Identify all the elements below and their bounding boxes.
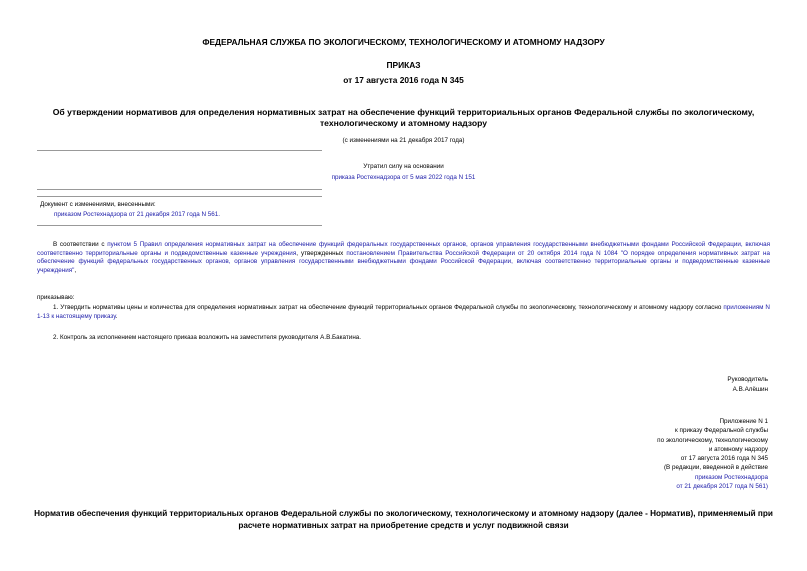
order-item-text: 1. Утвердить нормативы цены и количества для определения нормативных затрат на обеспечение функций территориальных органов Федеральной службы по экологическому, технологическому и атомному надзору согласно: [53, 304, 724, 311]
appendix-line: Приложение N 1: [719, 418, 768, 425]
amend-box-label: Документ с изменениями, внесенными:: [40, 201, 156, 208]
signature-name: А.В.Алёшин: [732, 386, 768, 393]
norm-title: Норматив обеспечения функций территориальных органов Федеральной службы по экологическому, технологическому и атомному надзору (далее - Норматив), применяемый при расчете нормативных затрат на приобретение средств и услуг подвижной связи: [34, 509, 773, 530]
agency-name: ФЕДЕРАЛЬНАЯ СЛУЖБА ПО ЭКОЛОГИЧЕСКОМУ, ТЕХНОЛОГИЧЕСКОМУ И АТОМНОМУ НАДЗОРУ: [202, 37, 605, 47]
appendix-line: от 17 августа 2016 года N 345: [680, 455, 768, 463]
doc-title: Об утверждении нормативов для определения нормативных затрат на обеспечение функций территориальных органов Федеральной службы по экологическому, технологическому и атомному надзору: [52, 107, 755, 128]
doc-date: от 17 августа 2016 года N 345: [343, 75, 464, 85]
order-item-1: [37, 304, 770, 321]
amend-box-link[interactable]: приказом Ростехнадзора от 21 декабря 2017 года N 561.: [54, 211, 221, 218]
order-item-2: 2. Контроль за исполнением настоящего приказа возложить на заместителя руководителя А.В.Бакатина.: [53, 334, 362, 341]
rules-link[interactable]: пунктом 5 Правил определения нормативных затрат на обеспечение функций федеральных государственных органов, органов управления государственными внебюджетными фондами Российской Федерации, включая соответственно территориальные органы и подведомственные казенные учреждения: [37, 241, 771, 257]
divider: [37, 225, 322, 226]
signature-role: Руководитель: [727, 376, 768, 383]
status-link[interactable]: приказа Ростехнадзора от 5 мая 2022 года N 151: [331, 174, 476, 181]
divider: [37, 189, 322, 190]
appendix-block: [657, 417, 768, 491]
amend-note: (с изменениями на 21 декабря 2017 года): [342, 137, 465, 144]
preamble-text: В соответствии с: [53, 241, 108, 248]
preamble-text: , утвержденных: [296, 249, 347, 257]
order-word: приказываю:: [37, 294, 75, 301]
appendix-line: по экологическому, технологическому: [657, 436, 768, 444]
preamble-paragraph: [37, 241, 770, 275]
divider: [37, 150, 322, 151]
appendix-line: (В редакции, введенной в действие: [663, 464, 768, 472]
appendix-link[interactable]: приложениям N 1-13 к настоящему приказу: [37, 304, 770, 320]
appendix-link[interactable]: от 21 декабря 2017 года N 561): [676, 483, 768, 491]
preamble-text: ,: [74, 266, 77, 274]
appendix-link[interactable]: приказом Ростехнадзора: [694, 473, 768, 481]
decree-link[interactable]: постановлением Правительства Российской Федерации от 20 октября 2014 года N 1084 "О порядке определения нормативных затрат на обеспечение функций федеральных государственных органов, органов управления государственными внебюджетными фондами Российской Федерации, включая соответственно территориальные органы и подведомственные казенные учреждения": [37, 249, 770, 274]
divider: [37, 196, 322, 197]
doc-type: ПРИКАЗ: [386, 60, 421, 70]
status-text: Утратил силу на основании: [363, 163, 444, 170]
order-item-text: .: [115, 312, 118, 320]
appendix-line: к приказу Федеральной службы: [675, 427, 768, 435]
appendix-line: и атомному надзору: [708, 445, 768, 453]
